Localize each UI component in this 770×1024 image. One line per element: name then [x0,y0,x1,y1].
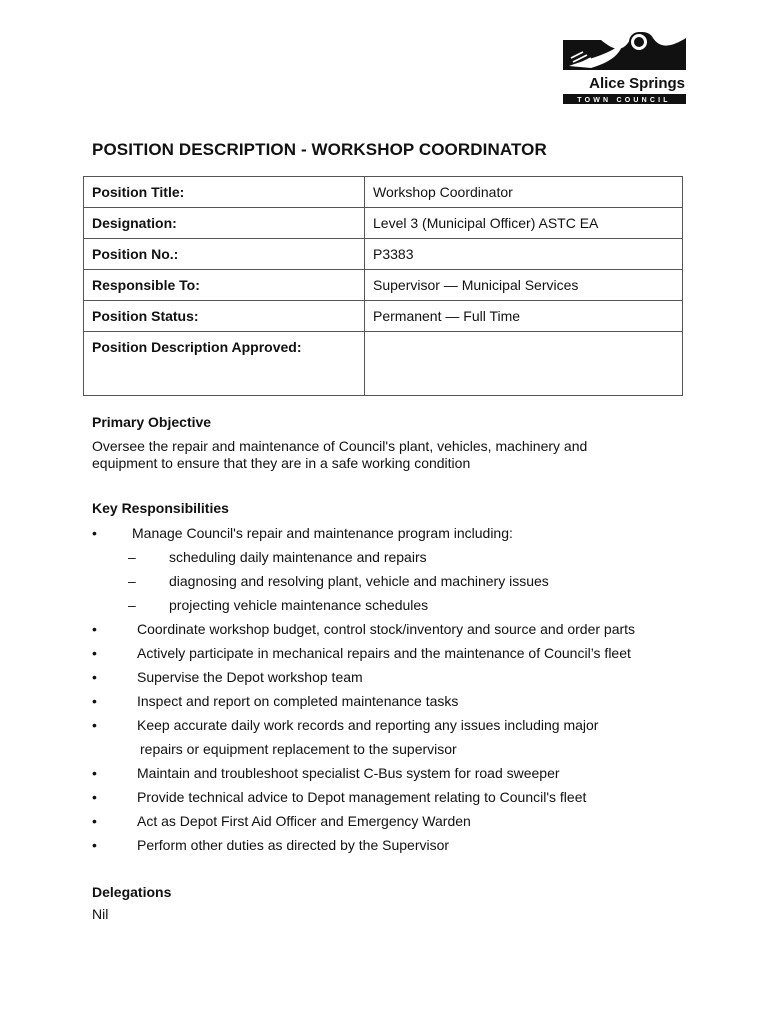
approved-value [365,332,683,396]
dash-icon: – [128,549,136,565]
delegations-text: Nil [92,906,109,922]
logo-subtitle: TOWN COUNCIL [577,97,671,104]
bullet-icon: • [92,765,97,781]
approved-label: Position Description Approved: [84,332,365,396]
list-item-continuation-text: repairs or equipment replacement to the supervisor [140,741,457,757]
table-row [84,301,683,332]
list-item-text: Provide technical advice to Depot management relating to Council's fleet [137,789,587,805]
responsible-to-value: Supervisor — Municipal Services [365,270,683,301]
primary-objective-line2: equipment to ensure that they are in a safe working condition [92,455,471,471]
position-number-value: P3383 [365,239,683,270]
logo-name: Alice Springs [589,75,685,92]
dash-icon: – [128,573,136,589]
position-status-value: Permanent — Full Time [365,301,683,332]
table-row [84,177,683,208]
primary-objective-heading: Primary Objective [92,414,212,430]
delegations-heading: Delegations [92,884,172,900]
sub-list-item-text: diagnosing and resolving plant, vehicle and machinery issues [169,573,549,589]
sub-list-item-text: scheduling daily maintenance and repairs [169,549,427,565]
list-item-text: Manage Council's repair and maintenance program including: [132,525,513,541]
sub-list-item-text: projecting vehicle maintenance schedules [169,597,429,613]
list-item-text: Maintain and troubleshoot specialist C-Bus system for road sweeper [137,765,560,781]
bullet-icon: • [92,693,97,709]
dash-icon: – [128,597,136,613]
page-title: POSITION DESCRIPTION - WORKSHOP COORDINATOR [92,140,547,159]
primary-objective-text [92,438,652,472]
bullet-icon: • [92,645,97,661]
delegations-section [92,884,171,922]
primary-objective-section [92,414,652,472]
list-item-text: Coordinate workshop budget, control stock/inventory and source and order parts [137,621,636,637]
primary-objective-line1: Oversee the repair and maintenance of Council's plant, vehicles, machinery and [92,438,588,454]
list-item-text: Actively participate in mechanical repairs and the maintenance of Council’s fleet [137,645,631,661]
position-status-label: Position Status: [84,301,365,332]
position-info-table [83,176,683,396]
bullet-icon: • [92,789,97,805]
designation-label: Designation: [84,208,365,239]
bullet-icon: • [92,837,97,853]
list-item-text: Supervise the Depot workshop team [137,669,363,685]
table-row [84,239,683,270]
position-title-value: Workshop Coordinator [365,177,683,208]
responsible-to-label: Responsible To: [84,270,365,301]
table-row [84,270,683,301]
bullet-icon: • [92,717,97,733]
position-title-label: Position Title: [84,177,365,208]
list-item-continuation [140,741,457,757]
bullet-icon: • [92,669,97,685]
designation-value: Level 3 (Municipal Officer) ASTC EA [365,208,683,239]
list-item-text: Inspect and report on completed maintenance tasks [137,693,459,709]
alice-springs-town-council-logo [561,28,688,106]
bullet-icon: • [92,525,97,541]
table-row [84,332,683,396]
key-responsibilities-heading: Key Responsibilities [92,500,229,516]
list-item-text: Perform other duties as directed by the Supervisor [137,837,450,853]
table-row [84,208,683,239]
list-item-text: Keep accurate daily work records and reporting any issues including major [137,717,599,733]
list-item-text: Act as Depot First Aid Officer and Emergency Warden [137,813,471,829]
bullet-icon: • [92,813,97,829]
bullet-icon: • [92,621,97,637]
position-number-label: Position No.: [84,239,365,270]
key-responsibilities-heading-wrap [92,500,229,516]
